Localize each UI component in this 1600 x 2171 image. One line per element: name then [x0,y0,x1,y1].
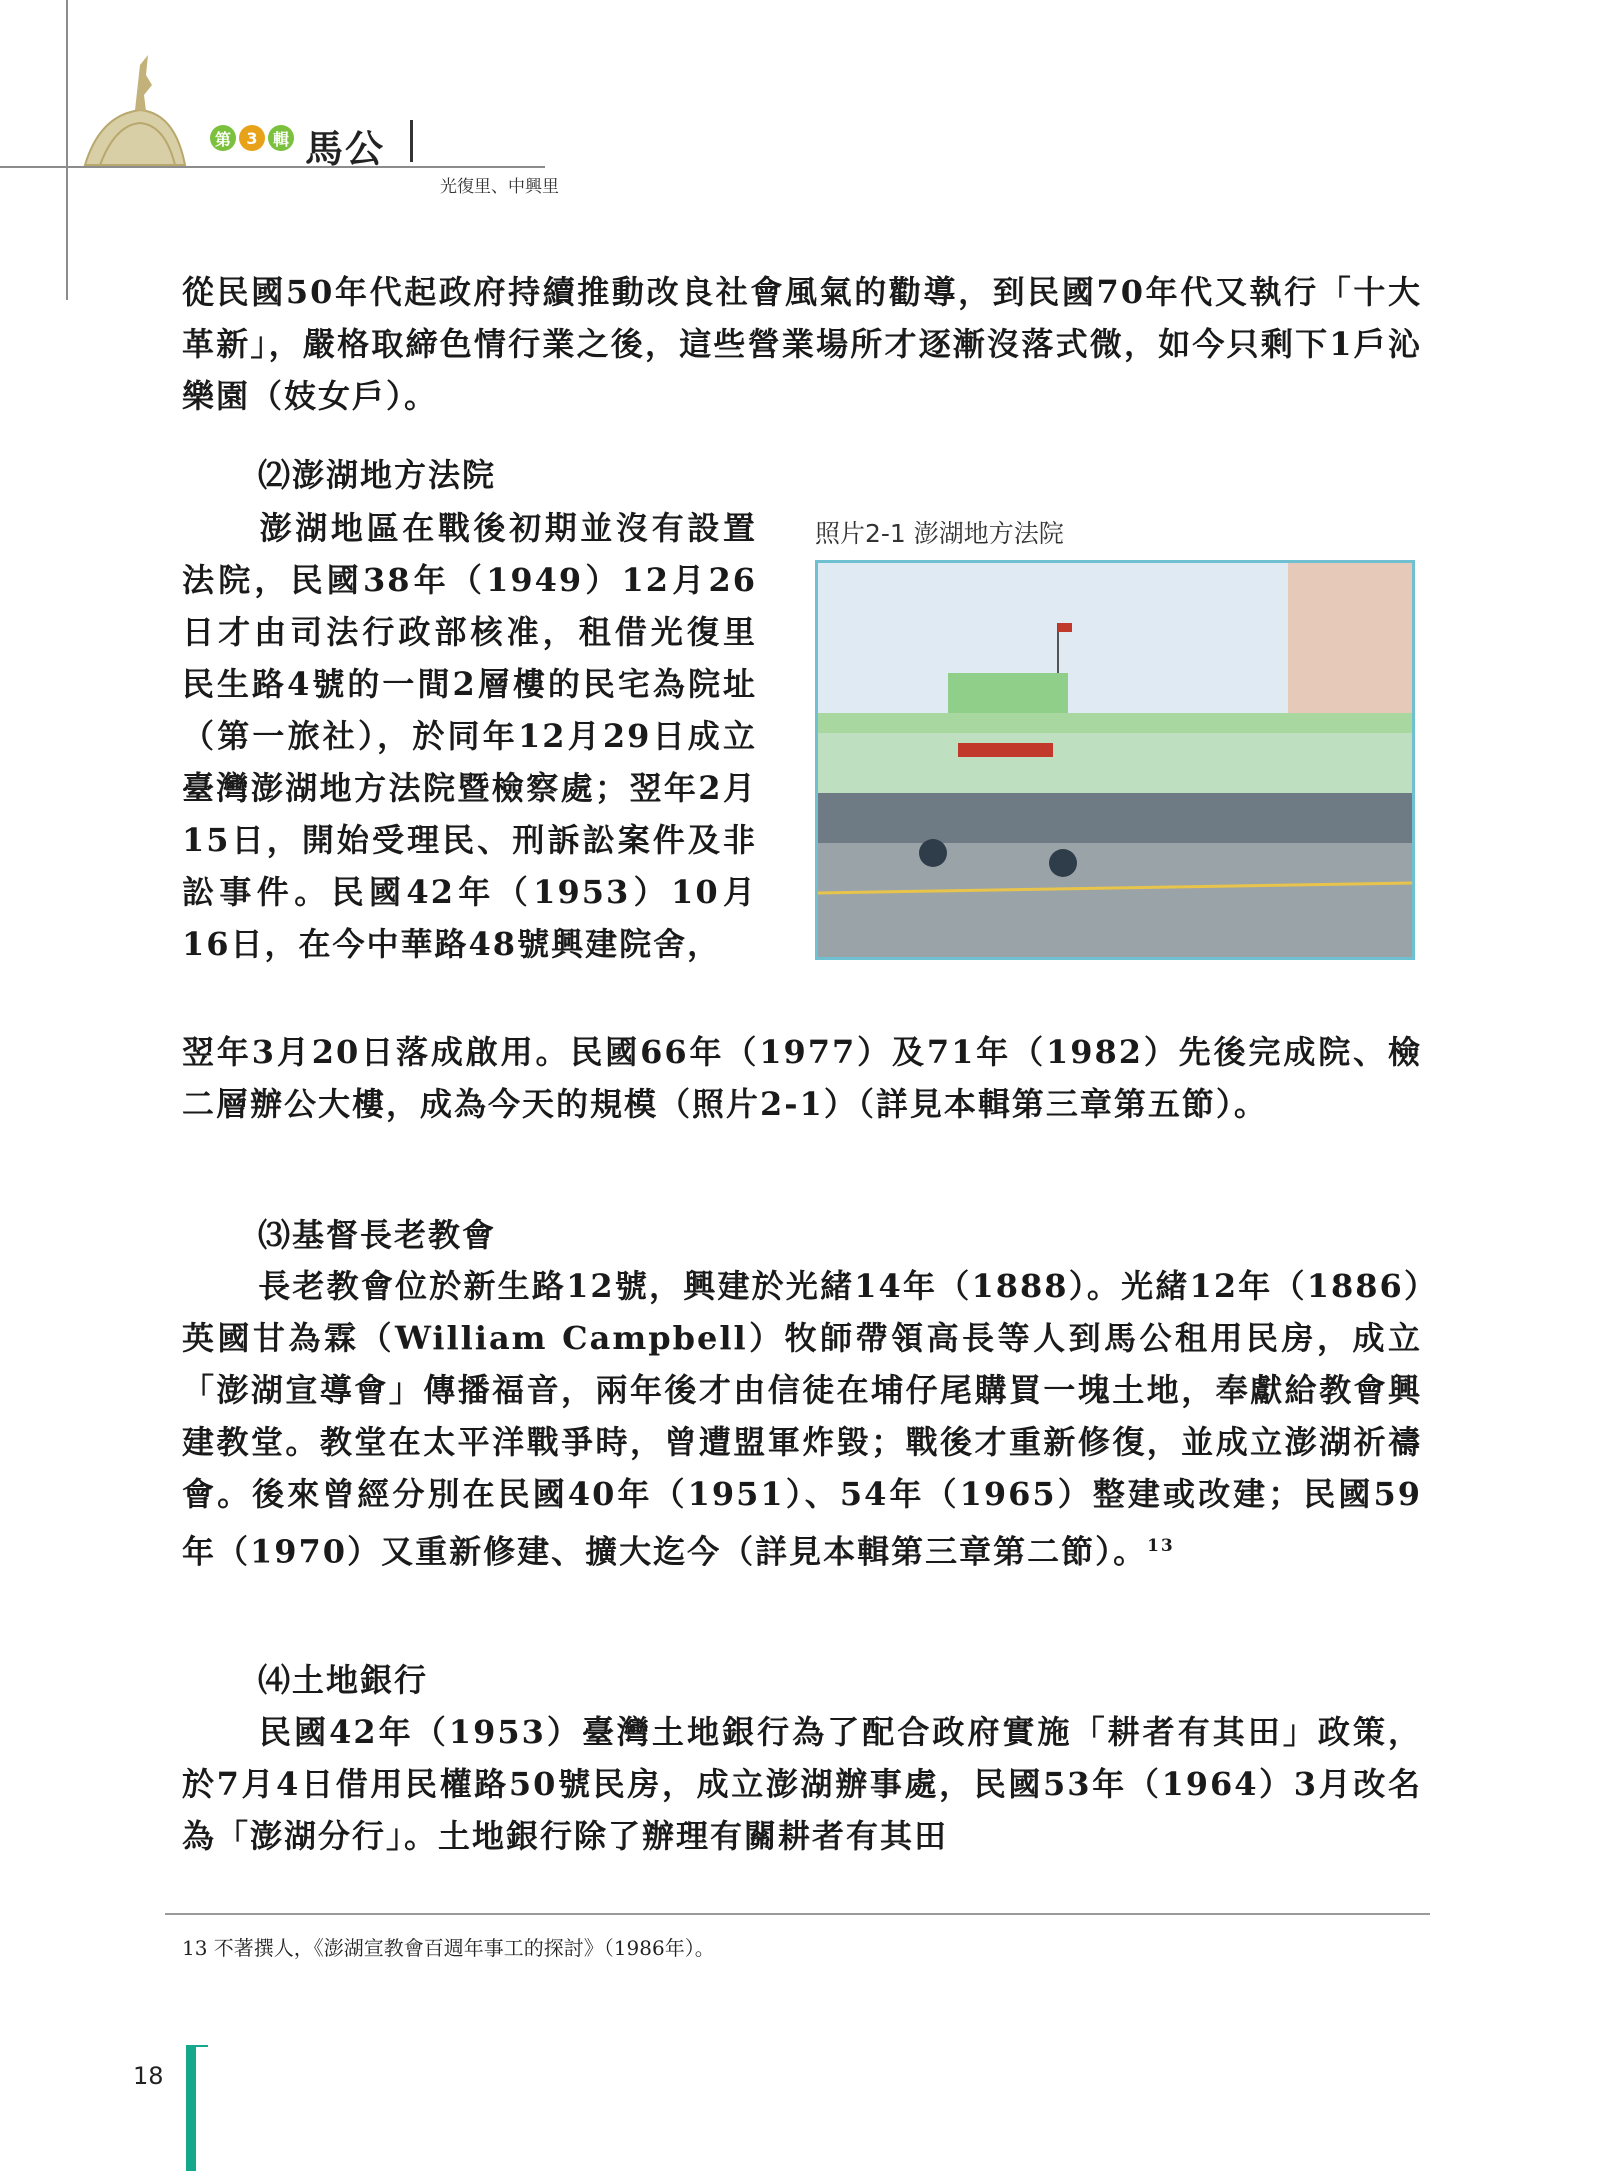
section-heading-church: ⑶基督長老教會 [258,1216,497,1254]
section-heading-court: ⑵澎湖地方法院 [258,456,497,494]
court-paragraph-wrap [182,502,757,970]
chapter-subtitle: 光復里、中興里 [440,177,559,197]
volume-suffix: 輯 [268,125,294,151]
court-building-photo-icon [818,563,1412,957]
footnote-divider [165,1913,1430,1915]
title-bar-divider [410,120,413,162]
footnote-reference: 13 [1147,1536,1175,1556]
section-heading-bank: ⑷土地銀行 [258,1661,429,1699]
volume-prefix: 第 [210,125,236,151]
intro-paragraph: 從民國50年代起政府持續推動改良社會風氣的勸導，到民國70年代又執行「十大革新」，嚴格取締色情行業之後，這些營業場所才逐漸沒落式微，如今只剩下1戶沁樂園（妓女戶）。 [182,273,1422,415]
volume-badge [210,125,294,151]
footnote-13: 13 不著撰人，《澎湖宣教會百週年事工的探討》（1986年）。 [182,1936,715,1960]
header-vertical-rule [66,0,68,300]
tower-logo-icon [80,55,190,170]
church-paragraph [182,1260,1422,1578]
court-paragraph-continued: 翌年3月20日落成啟用。民國66年（1977）及71年（1982）先後完成院、檢二層辦公大樓，成為今天的規模（照片2-1）（詳見本輯第三章第五節）。 [182,1033,1422,1123]
bank-text: 民國42年（1953）臺灣土地銀行為了配合政府實施「耕者有其田」政策，於7月4日借用民權路50號民房，成立澎湖辦事處，民國53年（1964）3月改名為「澎湖分行」。土地銀行除了辦理有關耕者有其田 [182,1713,1422,1855]
page-number: 18 [133,2062,164,2090]
church-text: 長老教會位於新生路12號，興建於光緒14年（1888）。光緒12年（1886）英國甘為霖（William Campbell）牧師帶領高長等人到馬公租用民房，成立「澎湖宣導會」傳播福音，兩年後才由信徒在埔仔尾購買一塊土地，奉獻給教會興建教堂。教堂在太平洋戰爭時，曾遭盟軍炸毀；戰後才重新修復，並成立澎湖祈禱會。後來曾經分別在民國40年（1951）、54年（1965）整建或改建；民國59年（1970）又重新修建、擴大迄今（詳見本輯第三章第二節）。 [182,1267,1422,1571]
volume-number: 3 [239,125,265,151]
page-marker-bar [186,2045,196,2171]
photo-caption: 照片2-1 澎湖地方法院 [815,519,1064,548]
bank-paragraph [182,1706,1422,1862]
court-text: 澎湖地區在戰後初期並沒有設置法院，民國38年（1949）12月26日才由司法行政部核准，租借光復里民生路4號的一間2層樓的民宅為院址（第一旅社），於同年12月29日成立臺灣澎湖地方法院暨檢察處；翌年2月15日，開始受理民、刑訴訟案件及非訟事件。民國42年（1953）10月16日，在今中華路48號興建院舍， [182,509,757,963]
court-photo [815,560,1415,960]
volume-title: 馬公 [305,126,386,171]
